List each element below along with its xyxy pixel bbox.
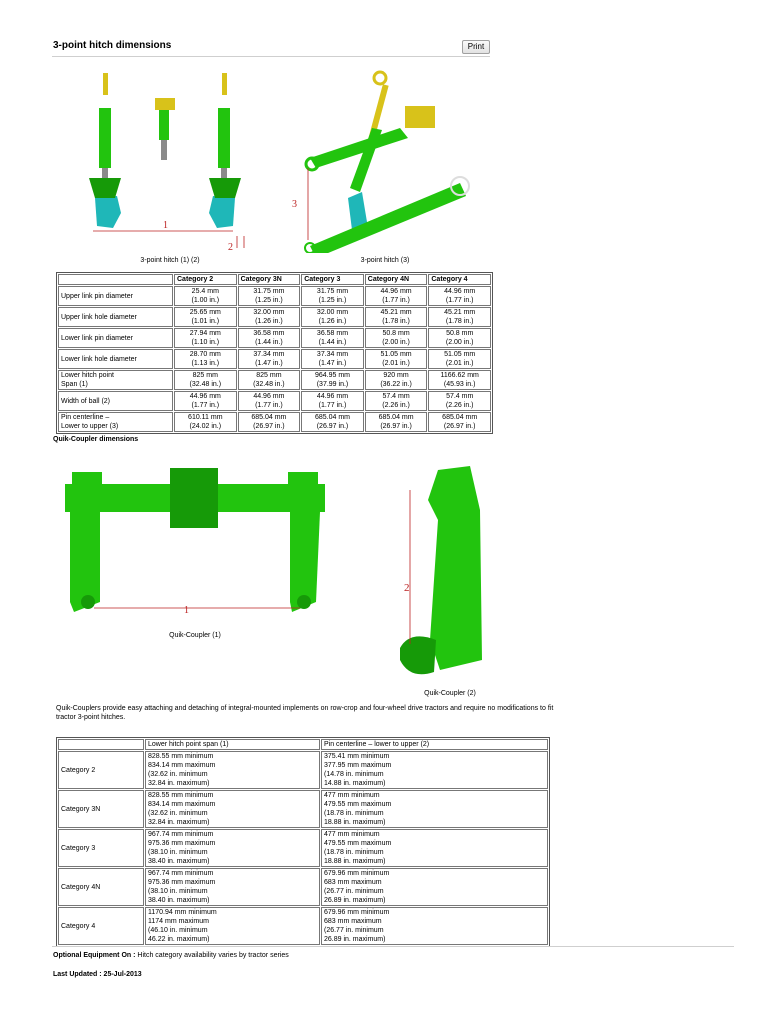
cell-line: 377.95 mm maximum	[324, 762, 392, 769]
table-cell	[174, 391, 237, 411]
span-cell	[145, 907, 320, 945]
cell-line: (1.77 in.)	[445, 297, 474, 304]
cell-line: 44.96 mm	[444, 288, 476, 295]
quik-caption-2: Quik-Coupler (2)	[424, 690, 476, 697]
cell-line: 1166.62 mm	[440, 372, 479, 379]
cell-line: (32.48 in.)	[253, 381, 285, 388]
cell-line: 964.95 mm	[314, 372, 350, 379]
cell-line: 920 mm	[383, 372, 409, 379]
row-label-line: Width of ball (2)	[61, 397, 111, 405]
row-label-line: Upper link pin diameter	[61, 292, 133, 300]
cell-line: 26.89 in. maximum)	[324, 897, 386, 904]
cell-line: 18.88 in. maximum)	[324, 858, 386, 865]
cell-line: (1.25 in.)	[318, 297, 347, 304]
table-cell	[365, 328, 428, 348]
cell-line: 51.05 mm	[380, 351, 412, 358]
cell-line: (32.62 in. minimum	[148, 810, 208, 817]
cell-line: 50.8 mm	[446, 330, 474, 337]
table-row	[58, 829, 548, 867]
table-cell	[301, 412, 364, 432]
cell-line: (1.26 in.)	[318, 318, 347, 325]
table-cell	[365, 391, 428, 411]
cell-line: (1.47 in.)	[318, 360, 347, 367]
table-cell	[428, 349, 491, 369]
cell-line: 679.96 mm minimum	[324, 909, 390, 916]
cell-line: 828.55 mm minimum	[148, 753, 214, 760]
cell-line: 31.75 mm	[253, 288, 285, 295]
cell-line: 825 mm	[256, 372, 282, 379]
cell-line: (2.00 in.)	[382, 339, 410, 346]
span-cell	[145, 829, 320, 867]
table-cell	[301, 286, 364, 306]
table-row	[58, 907, 548, 945]
cell-line: (38.10 in. minimum	[148, 888, 208, 895]
cell-line: 28.70 mm	[189, 351, 221, 358]
left-top-link	[103, 73, 108, 95]
quik-coupler-heading: Quik-Coupler dimensions	[53, 436, 139, 443]
optional-equipment-value: Hitch category availability varies by tractor series	[137, 952, 289, 959]
cell-line: (1.77 in.)	[382, 297, 410, 304]
cell-line: 683 mm maximum	[324, 879, 382, 886]
table-cell	[428, 412, 491, 432]
cell-line: 828.55 mm minimum	[148, 792, 214, 799]
table-cell	[238, 370, 301, 390]
quik-caption-1: Quik-Coupler (1)	[169, 632, 221, 639]
table-header-cat3: Category 3	[301, 274, 364, 285]
cell-line: 375.41 mm minimum	[324, 753, 390, 760]
row-label-line: Pin centerline –	[61, 414, 110, 421]
cell-line: 1170.94 mm minimum	[148, 909, 217, 916]
cell-line: (1.47 in.)	[255, 360, 283, 367]
hitch-caption-1: 3-point hitch (1) (2)	[140, 257, 200, 264]
cell-line: 57.4 mm	[382, 393, 410, 400]
table-header-span: Lower hitch point span (1)	[145, 739, 320, 750]
table-cell	[238, 286, 301, 306]
cell-line: 25.65 mm	[189, 309, 221, 316]
cell-line: 975.36 mm maximum	[148, 840, 216, 847]
cell-line: (32.62 in. minimum	[148, 771, 208, 778]
cell-line: (36.22 in.)	[380, 381, 412, 388]
cell-line: (2.26 in.)	[382, 402, 410, 409]
coupler-dimensions-table	[56, 737, 550, 947]
cell-line: 834.14 mm maximum	[148, 801, 216, 808]
hitch-dimensions-table	[56, 272, 493, 434]
row-label-line: Lower link hole diameter	[61, 355, 137, 363]
row-label: Category 4N	[58, 868, 144, 906]
callout-2: 2	[228, 242, 233, 253]
table-cell	[428, 370, 491, 390]
table-row	[58, 328, 491, 348]
cell-line: (1.77 in.)	[255, 402, 283, 409]
cell-line: (1.26 in.)	[255, 318, 283, 325]
cell-line: (46.10 in. minimum	[148, 927, 208, 934]
cell-line: 975.36 mm maximum	[148, 879, 216, 886]
table-cell	[365, 307, 428, 327]
pin-cell	[321, 751, 548, 789]
cell-line: 477 mm minimum	[324, 792, 380, 799]
cell-line: 683 mm maximum	[324, 918, 382, 925]
row-label: Category 2	[58, 751, 144, 789]
row-label	[58, 328, 173, 348]
table-cell	[238, 412, 301, 432]
table-row	[58, 349, 491, 369]
cell-line: 25.4 mm	[191, 288, 219, 295]
cell-line: 44.96 mm	[380, 288, 412, 295]
cell-line: 50.8 mm	[382, 330, 410, 337]
cell-line: 32.00 mm	[316, 309, 349, 316]
table-cell	[428, 391, 491, 411]
cell-line: 685.04 mm	[378, 414, 414, 421]
cell-line: (1.13 in.)	[191, 360, 220, 367]
cell-line: 31.75 mm	[316, 288, 349, 295]
table-cell	[301, 391, 364, 411]
table-cell	[365, 286, 428, 306]
table-header-row	[58, 274, 491, 285]
table-header-row	[58, 739, 548, 750]
cell-line: (2.00 in.)	[445, 339, 474, 346]
cell-line: 37.34 mm	[253, 351, 285, 358]
row-label: Category 3	[58, 829, 144, 867]
table-row	[58, 307, 491, 327]
table-row	[58, 790, 548, 828]
cell-line: (1.00 in.)	[191, 297, 220, 304]
cell-line: (26.97 in.)	[443, 423, 476, 430]
cell-line: 14.88 in. maximum)	[324, 780, 386, 787]
table-row	[58, 370, 491, 390]
table-header-empty	[58, 739, 144, 750]
cell-line: 479.55 mm maximum	[324, 801, 392, 808]
row-label: Category 4	[58, 907, 144, 945]
cell-line: 38.40 in. maximum)	[148, 897, 210, 904]
cell-line: (1.01 in.)	[191, 318, 220, 325]
table-row	[58, 751, 548, 789]
cell-line: (1.44 in.)	[255, 339, 283, 346]
row-label	[58, 370, 173, 390]
table-cell	[301, 307, 364, 327]
optional-equipment	[53, 952, 289, 959]
cell-line: 44.96 mm	[253, 393, 285, 400]
cell-line: 685.04 mm	[314, 414, 350, 421]
table-cell	[428, 286, 491, 306]
print-button[interactable]: Print	[462, 40, 490, 54]
table-row	[58, 868, 548, 906]
cell-line: 610.11 mm	[188, 414, 223, 421]
table-cell	[301, 370, 364, 390]
header-divider	[52, 56, 490, 57]
cell-line: (26.77 in. minimum	[324, 927, 384, 934]
pin-cell	[321, 790, 548, 828]
cell-line: (26.77 in. minimum	[324, 888, 384, 895]
row-label-line: Lower link pin diameter	[61, 334, 133, 342]
cell-line: 685.04 mm	[442, 414, 478, 421]
cell-line: (32.48 in.)	[189, 381, 222, 388]
page-title: 3-point hitch dimensions	[53, 40, 172, 51]
cell-line: 967.74 mm minimum	[148, 870, 214, 877]
table-cell	[174, 286, 237, 306]
cell-line: (1.44 in.)	[318, 339, 347, 346]
callout-quik-1: 1	[184, 605, 189, 616]
row-label-line: Span (1)	[61, 381, 88, 388]
cell-line: (2.01 in.)	[382, 360, 410, 367]
cell-line: 825 mm	[192, 372, 218, 379]
cell-line: 36.58 mm	[253, 330, 285, 337]
cell-line: 32.84 in. maximum)	[148, 780, 210, 787]
table-header-pin: Pin centerline – lower to upper (2)	[321, 739, 548, 750]
cell-line: (18.78 in. minimum	[324, 810, 384, 817]
hitch-illustration-side	[290, 68, 480, 253]
cell-line: 44.96 mm	[316, 393, 349, 400]
row-label	[58, 391, 173, 411]
pin-cell	[321, 907, 548, 945]
cell-line: (1.10 in.)	[191, 339, 220, 346]
table-header-cat3n: Category 3N	[238, 274, 301, 285]
table-cell	[238, 307, 301, 327]
cell-line: 45.21 mm	[444, 309, 476, 316]
hitch-caption-2: 3-point hitch (3)	[360, 257, 410, 264]
table-cell	[238, 349, 301, 369]
cell-line: (24.02 in.)	[189, 423, 222, 430]
span-cell	[145, 751, 320, 789]
table-cell	[238, 391, 301, 411]
cell-line: 45.21 mm	[380, 309, 412, 316]
cell-line: 46.22 in. maximum)	[148, 936, 210, 943]
callout-quik-2: 2	[404, 582, 410, 594]
cell-line: (2.26 in.)	[445, 402, 474, 409]
cell-line: (1.78 in.)	[382, 318, 410, 325]
table-cell	[365, 370, 428, 390]
table-header-cat2: Category 2	[174, 274, 237, 285]
cell-line: (1.25 in.)	[255, 297, 283, 304]
row-label-line: Lower hitch point	[61, 372, 114, 379]
cell-line: 477 mm minimum	[324, 831, 380, 838]
table-cell	[174, 349, 237, 369]
last-updated: Last Updated : 25-Jul-2013	[53, 971, 142, 978]
cell-line: 36.58 mm	[316, 330, 349, 337]
span-cell	[145, 790, 320, 828]
callout-1: 1	[163, 220, 168, 231]
cell-line: 37.34 mm	[316, 351, 349, 358]
table-cell	[174, 370, 237, 390]
cell-line: (37.99 in.)	[316, 381, 349, 388]
pin-cell	[321, 829, 548, 867]
table-header-cat4: Category 4	[428, 274, 491, 285]
cell-line: (26.97 in.)	[380, 423, 412, 430]
cell-line: (18.78 in. minimum	[324, 849, 384, 856]
hitch-illustration-front	[75, 68, 255, 253]
quik-coupler-front-illustration	[60, 462, 330, 622]
cell-line: (2.01 in.)	[445, 360, 474, 367]
cell-line: 32.00 mm	[253, 309, 285, 316]
quik-coupler-side-illustration	[390, 460, 500, 685]
row-label	[58, 286, 173, 306]
row-label	[58, 349, 173, 369]
row-label-line: Lower to upper (3)	[61, 423, 119, 430]
table-row	[58, 391, 491, 411]
cell-line: 51.05 mm	[444, 351, 476, 358]
quik-description: Quik-Couplers provide easy attaching and detaching of integral-mounted implements on row-crop and four-wheel drive tractors and require no modifications to fit tractor 3-point hitches.	[56, 705, 554, 721]
cell-line: (1.77 in.)	[191, 402, 220, 409]
cell-line: 967.74 mm minimum	[148, 831, 214, 838]
table-cell	[301, 328, 364, 348]
table-cell	[428, 307, 491, 327]
cell-line: (1.77 in.)	[318, 402, 347, 409]
span-cell	[145, 868, 320, 906]
pin-cell	[321, 868, 548, 906]
cell-line: 18.88 in. maximum)	[324, 819, 386, 826]
optional-equipment-label: Optional Equipment On :	[53, 952, 136, 959]
table-cell	[428, 328, 491, 348]
cell-line: 479.55 mm maximum	[324, 840, 392, 847]
footer-divider	[52, 946, 734, 947]
cell-line: 26.89 in. maximum)	[324, 936, 386, 943]
cell-line: 57.4 mm	[446, 393, 474, 400]
table-cell	[174, 412, 237, 432]
cell-line: 685.04 mm	[251, 414, 287, 421]
table-cell	[174, 328, 237, 348]
cell-line: (1.78 in.)	[445, 318, 474, 325]
cell-line: 679.96 mm minimum	[324, 870, 390, 877]
cell-line: (14.78 in. minimum	[324, 771, 384, 778]
cell-line: 44.96 mm	[189, 393, 221, 400]
cell-line: (38.10 in. minimum	[148, 849, 208, 856]
callout-3: 3	[292, 199, 297, 210]
row-label-line: Upper link hole diameter	[61, 313, 137, 321]
cell-line: 38.40 in. maximum)	[148, 858, 210, 865]
cell-line: 27.94 mm	[189, 330, 221, 337]
table-header-cat4n: Category 4N	[365, 274, 428, 285]
cell-line: 834.14 mm maximum	[148, 762, 216, 769]
table-cell	[238, 328, 301, 348]
table-row	[58, 286, 491, 306]
row-label	[58, 307, 173, 327]
cell-line: (26.97 in.)	[316, 423, 349, 430]
cell-line: (26.97 in.)	[253, 423, 285, 430]
table-cell	[174, 307, 237, 327]
table-cell	[301, 349, 364, 369]
row-label: Category 3N	[58, 790, 144, 828]
table-cell	[365, 412, 428, 432]
table-row	[58, 412, 491, 432]
table-header-empty	[58, 274, 173, 285]
cell-line: (45.93 in.)	[443, 381, 476, 388]
row-label	[58, 412, 173, 432]
cell-line: 32.84 in. maximum)	[148, 819, 210, 826]
cell-line: 1174 mm maximum	[148, 918, 209, 925]
table-cell	[365, 349, 428, 369]
